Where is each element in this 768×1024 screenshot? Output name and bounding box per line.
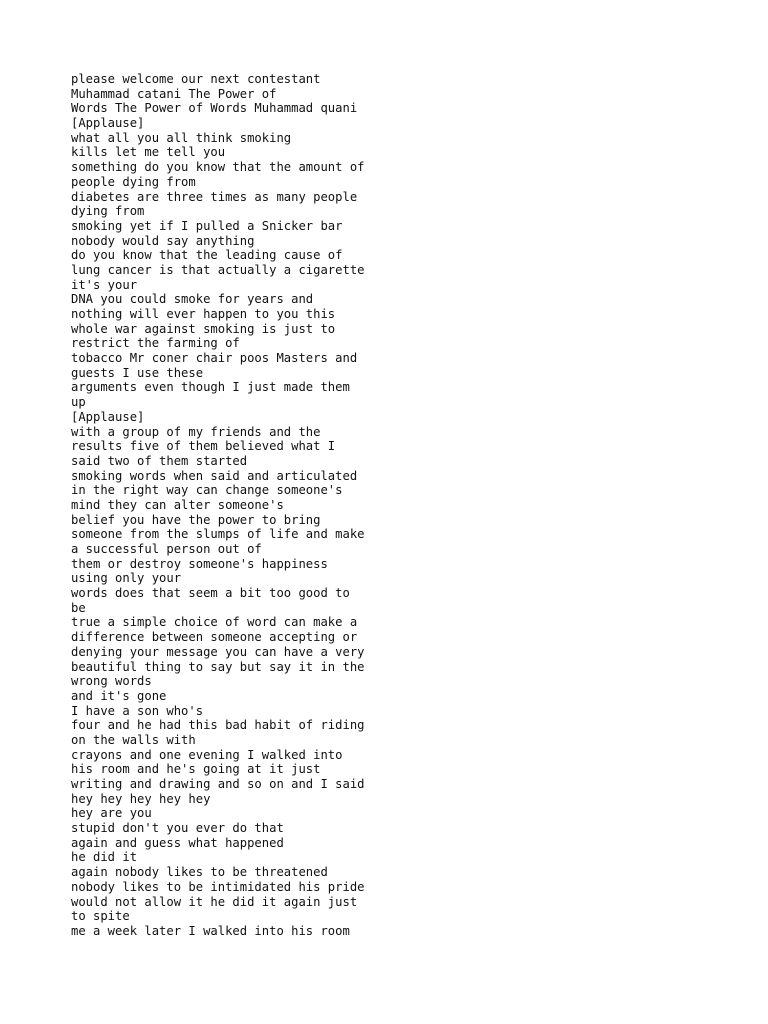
transcript-line: [Applause] xyxy=(71,409,145,424)
transcript-line: Words The Power of Words Muhammad quani xyxy=(71,101,358,116)
transcript-line: using only your xyxy=(71,571,182,586)
transcript-line: hey hey hey hey hey xyxy=(71,791,211,806)
transcript-line: hey are you xyxy=(71,806,152,821)
transcript-line: mind they can alter someone's xyxy=(71,497,284,512)
transcript-line: dying from xyxy=(71,204,145,219)
transcript-line: his room and he's going at it just xyxy=(71,762,321,777)
transcript-line: guests I use these xyxy=(71,365,204,380)
transcript-line: up xyxy=(71,395,86,410)
transcript-line: DNA you could smoke for years and xyxy=(71,292,314,307)
transcript-line: be xyxy=(71,600,86,615)
transcript-line: again and guess what happened xyxy=(71,835,284,850)
transcript-line: again nobody likes to be threatened xyxy=(71,865,328,880)
transcript-line: tobacco Mr coner chair poos Masters and xyxy=(71,351,358,366)
transcript-line: results five of them believed what I xyxy=(71,439,336,454)
transcript-line: true a simple choice of word can make a xyxy=(71,615,358,630)
transcript-line: Muhammad catani The Power of xyxy=(71,86,277,101)
transcript-line: words does that seem a bit too good to xyxy=(71,586,350,601)
transcript-line: writing and drawing and so on and I said xyxy=(71,777,365,791)
transcript-line: restrict the farming of xyxy=(71,336,240,351)
transcript-line: a successful person out of xyxy=(71,542,262,556)
transcript-line: to spite xyxy=(71,909,130,924)
transcript-line: would not allow it he did it again just xyxy=(71,894,358,909)
transcript-line: nobody would say anything xyxy=(71,233,255,248)
transcript-line: smoking words when said and articulated xyxy=(71,468,358,483)
transcript-line: arguments even though I just made them xyxy=(71,380,350,395)
transcript-line: difference between someone accepting or xyxy=(71,630,358,645)
transcript-line: them or destroy someone's happiness xyxy=(71,556,328,571)
transcript-line: wrong words xyxy=(71,674,152,689)
transcript-line: do you know that the leading cause of xyxy=(71,248,343,263)
transcript-line: denying your message you can have a very xyxy=(71,644,365,659)
transcript-line: what all you all think smoking xyxy=(71,130,292,145)
transcript-line: diabetes are three times as many people xyxy=(71,189,358,204)
transcript-line: nobody likes to be intimidated his pride xyxy=(71,879,365,894)
transcript-line: something do you know that the amount of xyxy=(71,160,365,175)
transcript-line: crayons and one evening I walked into xyxy=(71,747,343,762)
transcript-line: and it's gone xyxy=(71,688,167,703)
transcript-line: four and he had this bad habit of riding xyxy=(71,718,365,733)
transcript-line: in the right way can change someone's xyxy=(71,483,343,498)
transcript-line: someone from the slumps of life and make xyxy=(71,527,365,542)
transcript-line: whole war against smoking is just to xyxy=(71,321,336,336)
transcript-line: smoking yet if I pulled a Snicker bar xyxy=(71,218,343,233)
transcript-line: he did it xyxy=(71,850,138,865)
transcript-line: kills let me tell you xyxy=(71,145,226,160)
transcript-page xyxy=(71,72,731,939)
transcript-line: it's your xyxy=(71,277,138,292)
transcript-line: beautiful thing to say but say it in the xyxy=(71,659,365,674)
transcript-line: with a group of my friends and the xyxy=(71,424,321,439)
transcript-line: stupid don't you ever do that xyxy=(71,821,284,836)
transcript-line: lung cancer is that actually a cigarette xyxy=(71,262,365,277)
transcript-line: on the walls with xyxy=(71,732,196,747)
transcript-line: nothing will ever happen to you this xyxy=(71,307,336,321)
transcript-line: said two of them started xyxy=(71,453,248,468)
transcript-line: belief you have the power to bring xyxy=(71,512,321,527)
transcript-line: me a week later I walked into his room xyxy=(71,923,350,938)
transcript-line: I have a son who's xyxy=(71,703,204,718)
transcript-line: people dying from xyxy=(71,174,196,189)
transcript-line: [Applause] xyxy=(71,116,145,131)
transcript-line: please welcome our next contestant xyxy=(71,72,321,86)
